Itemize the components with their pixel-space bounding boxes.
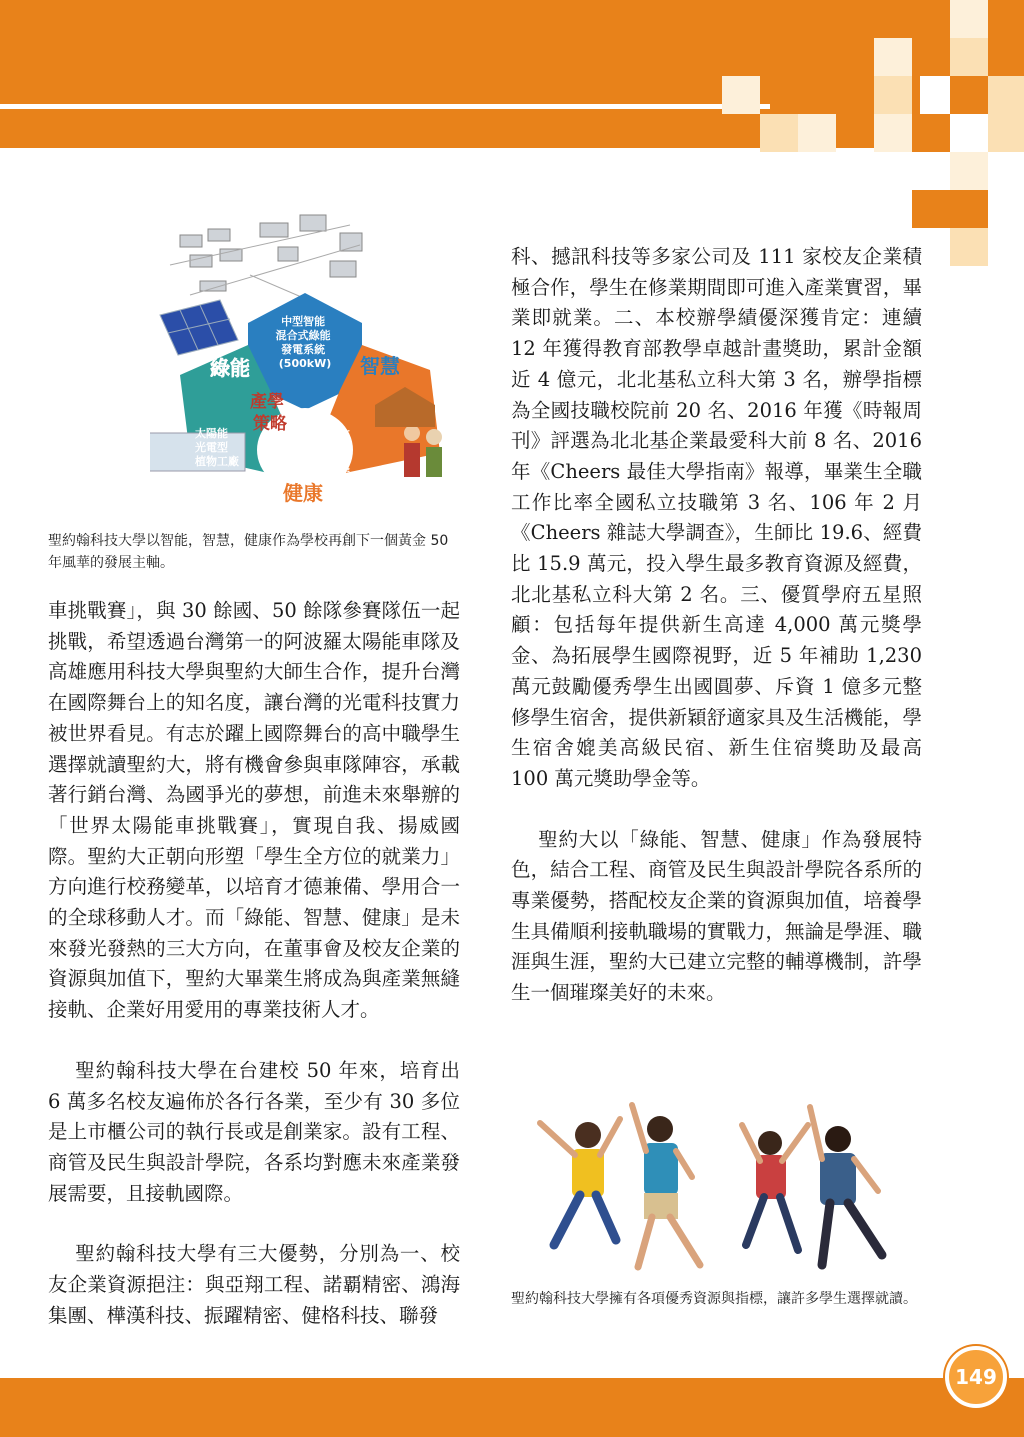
strategy-diagram-figure	[150, 205, 460, 505]
header-tile	[950, 0, 988, 38]
right-column	[511, 242, 922, 1009]
left-column	[48, 596, 460, 1331]
left-paragraph-2: 聖約翰科技大學在台建校 50 年來，培育出 6 萬多名校友遍佈於各行各業，至少有 30 多位是上市櫃公司的執行長或是創業家。設有工程、商管及民生與設計學院，各系均對應未來產業發展需要，且接軌國際。	[48, 1058, 460, 1205]
center-line-1: 中型智能	[281, 315, 326, 328]
header-tile	[950, 38, 988, 76]
header-tile	[760, 114, 798, 152]
label-green-energy: 綠能	[210, 356, 250, 380]
footer-band	[0, 1378, 1024, 1437]
student-1	[540, 1119, 620, 1245]
header-tile	[798, 114, 836, 152]
student-4	[810, 1107, 882, 1265]
right-paragraph-1: 科、撼訊科技等多家公司及 111 家校友企業積極合作，學生在修業期間即可進入產業實習，畢業即就業。二、本校辦學績優深獲肯定：連續 12 年獲得教育部教學卓越計畫獎助，累計金額近 4 億元，北北基私立科大第 3 名，辦學指標為全國技職校院前 20 名、2016 年獲《時報周刊》評選為北北基企業最愛科大前 8 名、2016 年《Cheers 最佳大學指南》報導，畢業生全職工作比率全國私立技職第 3 名、106 年 2 月《Cheers 雜誌大學調查》，生師比 19.6、經費比 15.9 萬元，投入學生最多教育資源及經費，北北基私立科大第 2 名。三、優質學府五星照顧：包括每年提供新生高達 4,000 萬元獎學金、為拓展學生國際視野，近 5 年補助 1,230 萬元鼓勵優秀學生出國圓夢、斥資 1 億多元整修學生宿舍，提供新穎舒適家具及生活機能，學生宿舍媲美高級民宿、新生住宿獎助及最高 100 萬元獎助學金等。	[511, 245, 922, 790]
core-line-1: 產學	[250, 392, 285, 412]
header-tile	[874, 114, 912, 152]
center-line-2: 混合式綠能	[275, 329, 331, 342]
header-tile	[912, 190, 950, 228]
jumping-students-illustration	[520, 1095, 910, 1285]
header-tile	[874, 38, 912, 76]
student-2	[632, 1105, 700, 1267]
strategy-diagram	[150, 205, 460, 505]
left-paragraph-3: 聖約翰科技大學有三大優勢，分別為一、校友企業資源挹注：與亞翔工程、諾覇精密、鴻海集團、樺漢科技、振躍精密、健格科技、聯發	[48, 1242, 460, 1327]
left-line-2: 光電型	[195, 441, 228, 454]
header-tile	[988, 76, 1024, 114]
header-tile	[950, 228, 988, 266]
figure1-caption: 聖約翰科技大學以智能，智慧，健康作為學校再創下一個黃金 50 年風華的發展主軸。	[48, 533, 449, 571]
power-grid-illustration	[170, 215, 362, 305]
center-line-4: (500kW)	[278, 357, 332, 370]
header-tile	[988, 0, 1024, 38]
page-number: 149	[945, 1346, 1007, 1408]
header-tile	[912, 0, 950, 38]
header-tile	[988, 114, 1024, 152]
left-line-3: 植物工廠	[195, 455, 239, 468]
header-tile	[912, 38, 950, 76]
left-line-1: 太陽能	[195, 427, 228, 440]
header-tile	[836, 76, 874, 114]
header-divider-line	[0, 104, 770, 109]
core-line-2: 策略	[253, 414, 287, 434]
header-tile	[874, 76, 912, 114]
right-line-2: (長照2.0)	[305, 442, 348, 452]
header-tile	[950, 76, 988, 114]
label-smart: 智慧	[360, 354, 400, 378]
student-3	[742, 1125, 808, 1250]
header-tile	[950, 190, 988, 228]
right-line-4: 銀光經濟學	[305, 466, 351, 476]
right-paragraph-2: 聖約大以「綠能、智慧、健康」作為發展特色，結合工程、商管及民生與設計學院各系所的專業優勢，搭配校友企業的資源與加值，培養學生具備順利接軌職場的實戰力，無論是學涯、職涯與生涯，聖約大已建立完整的輔導機制，許學生一個璀璨美好的未來。	[511, 827, 922, 1005]
figure2-caption: 聖約翰科技大學擁有各項優秀資源與指標，讓許多學生選擇就讀。	[511, 1291, 917, 1307]
label-health: 健康	[283, 481, 323, 505]
header-tile	[988, 38, 1024, 76]
right-line-1: 幸福大未來	[305, 430, 351, 440]
header-tile	[950, 152, 988, 190]
right-line-3: 青銀共創	[305, 454, 342, 464]
header-tile	[722, 76, 760, 114]
header-tile	[912, 114, 950, 152]
left-paragraph-1: 車挑戰賽」，與 30 餘國、50 餘隊參賽隊伍一起挑戰，希望透過台灣第一的阿波羅太陽能車隊及高雄應用科技大學與聖約大師生合作，提升台灣在國際舞台上的知名度，讓台灣的光電科技實力被世界看見。有志於躍上國際舞台的高中職學生選擇就讀聖約大，將有機會參與車隊陣容，承載著行銷台灣、為國爭光的夢想，前進未來舉辦的「世界太陽能車挑戰賽」，實現自我、揚威國際。聖約大正朝向形塑「學生全方位的就業力」方向進行校務變革，以培育才德兼備、學用合一的全球移動人才。而「綠能、智慧、健康」是未來發光發熱的三大方向，在董事會及校友企業的資源與加值下，聖約大畢業生將成為與產業無縫接軌、企業好用愛用的專業技術人才。	[48, 599, 460, 1022]
center-line-3: 發電系統	[281, 343, 326, 356]
jumping-students-photo	[520, 1095, 910, 1285]
